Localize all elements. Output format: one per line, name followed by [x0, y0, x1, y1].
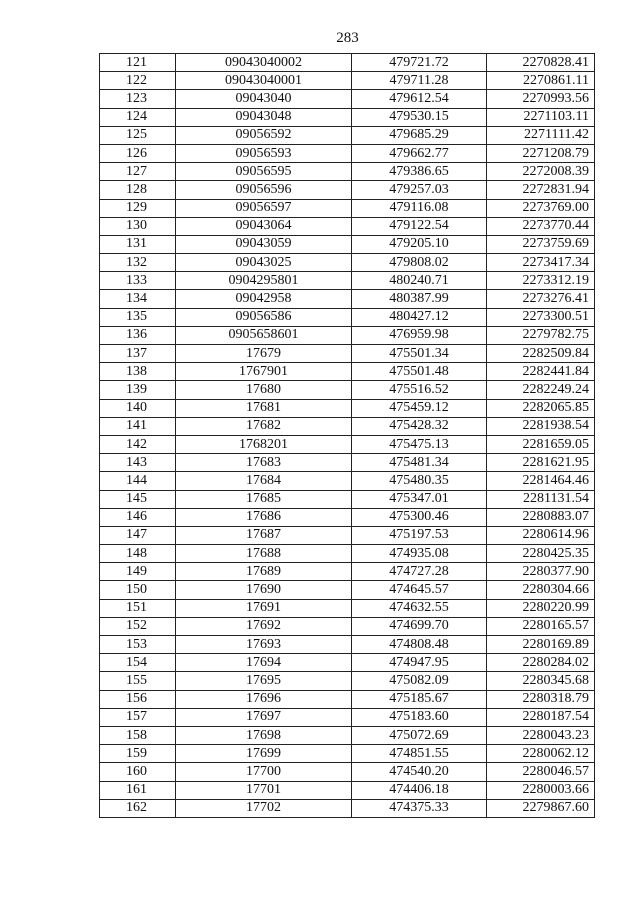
- point-number-cell: 133: [100, 272, 176, 290]
- y-coordinate-cell: 2273312.19: [487, 272, 595, 290]
- table-row: [100, 526, 595, 544]
- point-code-cell: 09056597: [176, 199, 352, 217]
- y-coordinate-cell: 2270828.41: [487, 54, 595, 72]
- x-coordinate-cell: 480387.99: [352, 290, 487, 308]
- point-number-cell: 154: [100, 654, 176, 672]
- table-row: [100, 308, 595, 326]
- point-code-cell: 17681: [176, 399, 352, 417]
- table-row: [100, 690, 595, 708]
- point-number-cell: 140: [100, 399, 176, 417]
- point-number-cell: 142: [100, 435, 176, 453]
- x-coordinate-cell: 479205.10: [352, 235, 487, 253]
- table-row: [100, 454, 595, 472]
- point-number-cell: 151: [100, 599, 176, 617]
- x-coordinate-cell: 479685.29: [352, 126, 487, 144]
- x-coordinate-cell: 479662.77: [352, 144, 487, 162]
- table-row: [100, 763, 595, 781]
- y-coordinate-cell: 2271208.79: [487, 144, 595, 162]
- point-code-cell: 17702: [176, 799, 352, 817]
- y-coordinate-cell: 2281621.95: [487, 454, 595, 472]
- point-code-cell: 17684: [176, 472, 352, 490]
- x-coordinate-cell: 474645.57: [352, 581, 487, 599]
- table-row: [100, 72, 595, 90]
- y-coordinate-cell: 2282509.84: [487, 345, 595, 363]
- point-number-cell: 121: [100, 54, 176, 72]
- table-row: [100, 417, 595, 435]
- point-number-cell: 137: [100, 345, 176, 363]
- x-coordinate-cell: 480240.71: [352, 272, 487, 290]
- table-row: [100, 254, 595, 272]
- y-coordinate-cell: 2272008.39: [487, 163, 595, 181]
- y-coordinate-cell: 2280318.79: [487, 690, 595, 708]
- y-coordinate-cell: 2273417.34: [487, 254, 595, 272]
- point-code-cell: 17682: [176, 417, 352, 435]
- x-coordinate-cell: 475183.60: [352, 708, 487, 726]
- x-coordinate-cell: 474935.08: [352, 545, 487, 563]
- table-row: [100, 126, 595, 144]
- point-number-cell: 132: [100, 254, 176, 272]
- y-coordinate-cell: 2280220.99: [487, 599, 595, 617]
- point-code-cell: 0904295801: [176, 272, 352, 290]
- point-code-cell: 17698: [176, 726, 352, 744]
- point-number-cell: 157: [100, 708, 176, 726]
- x-coordinate-cell: 475197.53: [352, 526, 487, 544]
- table-row: [100, 363, 595, 381]
- point-code-cell: 17686: [176, 508, 352, 526]
- x-coordinate-cell: 474632.55: [352, 599, 487, 617]
- point-number-cell: 136: [100, 326, 176, 344]
- point-code-cell: 09043059: [176, 235, 352, 253]
- table-row: [100, 290, 595, 308]
- x-coordinate-cell: 474808.48: [352, 636, 487, 654]
- table-row: [100, 90, 595, 108]
- table-row: [100, 726, 595, 744]
- x-coordinate-cell: 474540.20: [352, 763, 487, 781]
- table-row: [100, 563, 595, 581]
- point-number-cell: 155: [100, 672, 176, 690]
- table-row: [100, 144, 595, 162]
- point-number-cell: 162: [100, 799, 176, 817]
- y-coordinate-cell: 2279782.75: [487, 326, 595, 344]
- point-number-cell: 161: [100, 781, 176, 799]
- point-code-cell: 17694: [176, 654, 352, 672]
- x-coordinate-cell: 474727.28: [352, 563, 487, 581]
- point-number-cell: 159: [100, 745, 176, 763]
- x-coordinate-cell: 479612.54: [352, 90, 487, 108]
- point-code-cell: 17689: [176, 563, 352, 581]
- point-code-cell: 09056596: [176, 181, 352, 199]
- x-coordinate-cell: 475072.69: [352, 726, 487, 744]
- table-row: [100, 435, 595, 453]
- point-number-cell: 160: [100, 763, 176, 781]
- y-coordinate-cell: 2280003.66: [487, 781, 595, 799]
- x-coordinate-cell: 475428.32: [352, 417, 487, 435]
- y-coordinate-cell: 2279867.60: [487, 799, 595, 817]
- y-coordinate-cell: 2281659.05: [487, 435, 595, 453]
- y-coordinate-cell: 2282249.24: [487, 381, 595, 399]
- point-code-cell: 1768201: [176, 435, 352, 453]
- table-row: [100, 672, 595, 690]
- x-coordinate-cell: 479711.28: [352, 72, 487, 90]
- table-row: [100, 636, 595, 654]
- point-code-cell: 17695: [176, 672, 352, 690]
- x-coordinate-cell: 474406.18: [352, 781, 487, 799]
- point-code-cell: 09043040001: [176, 72, 352, 90]
- y-coordinate-cell: 2280284.02: [487, 654, 595, 672]
- point-code-cell: 09043064: [176, 217, 352, 235]
- table-row: [100, 545, 595, 563]
- point-number-cell: 150: [100, 581, 176, 599]
- x-coordinate-cell: 475501.48: [352, 363, 487, 381]
- y-coordinate-cell: 2282065.85: [487, 399, 595, 417]
- point-code-cell: 17680: [176, 381, 352, 399]
- point-number-cell: 126: [100, 144, 176, 162]
- table-row: [100, 181, 595, 199]
- y-coordinate-cell: 2280377.90: [487, 563, 595, 581]
- x-coordinate-cell: 475347.01: [352, 490, 487, 508]
- point-number-cell: 125: [100, 126, 176, 144]
- x-coordinate-cell: 479530.15: [352, 108, 487, 126]
- point-code-cell: 09056586: [176, 308, 352, 326]
- point-code-cell: 17693: [176, 636, 352, 654]
- y-coordinate-cell: 2280425.35: [487, 545, 595, 563]
- y-coordinate-cell: 2271111.42: [487, 126, 595, 144]
- point-number-cell: 123: [100, 90, 176, 108]
- x-coordinate-cell: 475481.34: [352, 454, 487, 472]
- x-coordinate-cell: 479122.54: [352, 217, 487, 235]
- point-number-cell: 135: [100, 308, 176, 326]
- y-coordinate-cell: 2280165.57: [487, 617, 595, 635]
- table-row: [100, 781, 595, 799]
- y-coordinate-cell: 2280304.66: [487, 581, 595, 599]
- y-coordinate-cell: 2282441.84: [487, 363, 595, 381]
- y-coordinate-cell: 2280614.96: [487, 526, 595, 544]
- x-coordinate-cell: 475300.46: [352, 508, 487, 526]
- point-code-cell: 17688: [176, 545, 352, 563]
- table-row: [100, 799, 595, 817]
- y-coordinate-cell: 2273759.69: [487, 235, 595, 253]
- point-code-cell: 17700: [176, 763, 352, 781]
- point-code-cell: 09043040002: [176, 54, 352, 72]
- point-code-cell: 09056595: [176, 163, 352, 181]
- x-coordinate-cell: 474947.95: [352, 654, 487, 672]
- point-code-cell: 17683: [176, 454, 352, 472]
- y-coordinate-cell: 2271103.11: [487, 108, 595, 126]
- table-row: [100, 654, 595, 672]
- x-coordinate-cell: 475501.34: [352, 345, 487, 363]
- y-coordinate-cell: 2273770.44: [487, 217, 595, 235]
- point-code-cell: 17691: [176, 599, 352, 617]
- point-number-cell: 124: [100, 108, 176, 126]
- y-coordinate-cell: 2270861.11: [487, 72, 595, 90]
- x-coordinate-cell: 475480.35: [352, 472, 487, 490]
- y-coordinate-cell: 2273300.51: [487, 308, 595, 326]
- point-number-cell: 134: [100, 290, 176, 308]
- x-coordinate-cell: 474375.33: [352, 799, 487, 817]
- point-code-cell: 09056592: [176, 126, 352, 144]
- x-coordinate-cell: 475459.12: [352, 399, 487, 417]
- point-number-cell: 148: [100, 545, 176, 563]
- y-coordinate-cell: 2270993.56: [487, 90, 595, 108]
- x-coordinate-cell: 479721.72: [352, 54, 487, 72]
- y-coordinate-cell: 2280883.07: [487, 508, 595, 526]
- table-row: [100, 490, 595, 508]
- point-number-cell: 156: [100, 690, 176, 708]
- table-row: [100, 199, 595, 217]
- point-number-cell: 129: [100, 199, 176, 217]
- point-code-cell: 17697: [176, 708, 352, 726]
- x-coordinate-cell: 474699.70: [352, 617, 487, 635]
- y-coordinate-cell: 2280062.12: [487, 745, 595, 763]
- point-code-cell: 17696: [176, 690, 352, 708]
- y-coordinate-cell: 2280187.54: [487, 708, 595, 726]
- x-coordinate-cell: 479386.65: [352, 163, 487, 181]
- point-code-cell: 17687: [176, 526, 352, 544]
- y-coordinate-cell: 2280345.68: [487, 672, 595, 690]
- table-row: [100, 399, 595, 417]
- point-code-cell: 09042958: [176, 290, 352, 308]
- point-number-cell: 149: [100, 563, 176, 581]
- table-row: [100, 708, 595, 726]
- point-code-cell: 17679: [176, 345, 352, 363]
- table-row: [100, 108, 595, 126]
- table-row: [100, 163, 595, 181]
- table-row: [100, 326, 595, 344]
- point-number-cell: 127: [100, 163, 176, 181]
- point-code-cell: 09043048: [176, 108, 352, 126]
- point-number-cell: 143: [100, 454, 176, 472]
- table-row: [100, 472, 595, 490]
- point-code-cell: 17685: [176, 490, 352, 508]
- x-coordinate-cell: 475475.13: [352, 435, 487, 453]
- table-row: [100, 617, 595, 635]
- x-coordinate-cell: 479257.03: [352, 181, 487, 199]
- x-coordinate-cell: 475516.52: [352, 381, 487, 399]
- y-coordinate-cell: 2280046.57: [487, 763, 595, 781]
- y-coordinate-cell: 2273769.00: [487, 199, 595, 217]
- point-number-cell: 138: [100, 363, 176, 381]
- point-number-cell: 152: [100, 617, 176, 635]
- x-coordinate-cell: 474851.55: [352, 745, 487, 763]
- point-number-cell: 131: [100, 235, 176, 253]
- x-coordinate-cell: 479116.08: [352, 199, 487, 217]
- table-row: [100, 599, 595, 617]
- page-number: 283: [336, 30, 359, 46]
- table-row: [100, 272, 595, 290]
- point-number-cell: 153: [100, 636, 176, 654]
- point-code-cell: 09043040: [176, 90, 352, 108]
- x-coordinate-cell: 475185.67: [352, 690, 487, 708]
- table-row: [100, 217, 595, 235]
- y-coordinate-cell: 2280169.89: [487, 636, 595, 654]
- point-code-cell: 09043025: [176, 254, 352, 272]
- point-number-cell: 141: [100, 417, 176, 435]
- point-number-cell: 147: [100, 526, 176, 544]
- point-number-cell: 122: [100, 72, 176, 90]
- x-coordinate-cell: 480427.12: [352, 308, 487, 326]
- table-row: [100, 745, 595, 763]
- point-number-cell: 130: [100, 217, 176, 235]
- table-row: [100, 581, 595, 599]
- point-number-cell: 139: [100, 381, 176, 399]
- point-code-cell: 17690: [176, 581, 352, 599]
- point-code-cell: 17699: [176, 745, 352, 763]
- x-coordinate-cell: 476959.98: [352, 326, 487, 344]
- coordinates-table: [99, 53, 595, 818]
- point-code-cell: 0905658601: [176, 326, 352, 344]
- table-row: [100, 381, 595, 399]
- coordinates-table-body: [100, 54, 595, 818]
- y-coordinate-cell: 2273276.41: [487, 290, 595, 308]
- point-number-cell: 158: [100, 726, 176, 744]
- point-number-cell: 144: [100, 472, 176, 490]
- point-code-cell: 1767901: [176, 363, 352, 381]
- y-coordinate-cell: 2281131.54: [487, 490, 595, 508]
- point-code-cell: 17701: [176, 781, 352, 799]
- table-row: [100, 235, 595, 253]
- table-row: [100, 345, 595, 363]
- y-coordinate-cell: 2280043.23: [487, 726, 595, 744]
- point-number-cell: 145: [100, 490, 176, 508]
- x-coordinate-cell: 475082.09: [352, 672, 487, 690]
- table-row: [100, 54, 595, 72]
- point-number-cell: 146: [100, 508, 176, 526]
- y-coordinate-cell: 2281464.46: [487, 472, 595, 490]
- point-number-cell: 128: [100, 181, 176, 199]
- point-code-cell: 17692: [176, 617, 352, 635]
- y-coordinate-cell: 2272831.94: [487, 181, 595, 199]
- point-code-cell: 09056593: [176, 144, 352, 162]
- table-row: [100, 508, 595, 526]
- x-coordinate-cell: 479808.02: [352, 254, 487, 272]
- y-coordinate-cell: 2281938.54: [487, 417, 595, 435]
